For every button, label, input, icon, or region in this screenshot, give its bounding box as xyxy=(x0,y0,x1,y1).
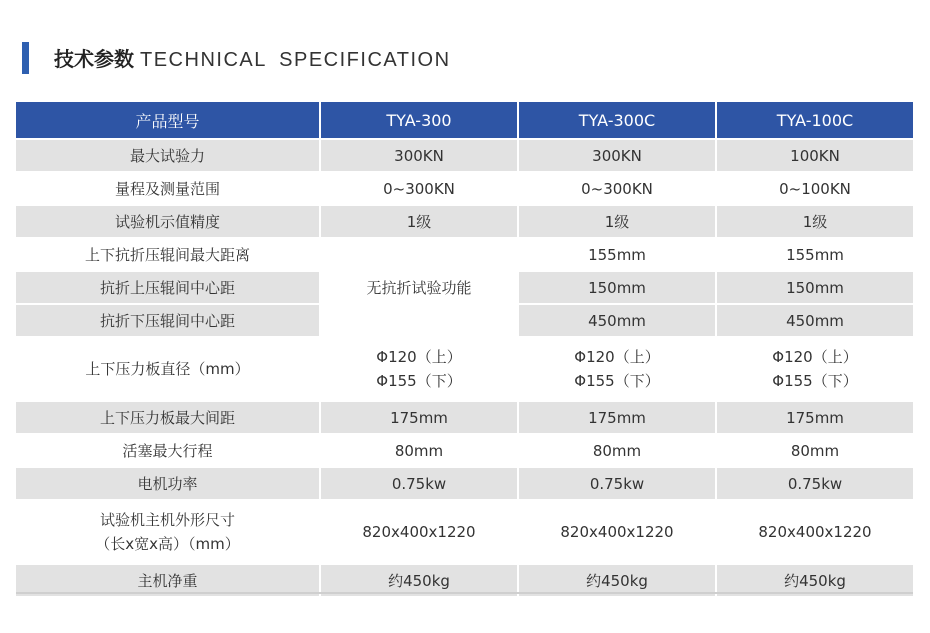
cell-value: 300KN xyxy=(518,139,716,172)
column-header-tya-300c: TYA-300C xyxy=(518,102,716,139)
cell-value: 80mm xyxy=(518,434,716,467)
row-label: 试验机示值精度 xyxy=(16,205,320,238)
cell-value: 450mm xyxy=(518,304,716,337)
column-header-tya-300: TYA-300 xyxy=(320,102,518,139)
spec-table-header-row xyxy=(16,102,913,139)
cell-value: 1级 xyxy=(716,205,913,238)
cell-value: 150mm xyxy=(716,271,913,304)
cell-value: 820x400x1220 xyxy=(320,500,518,564)
cell-line: Φ155（下） xyxy=(772,372,858,390)
table-bottom-rule xyxy=(16,592,913,594)
column-header-model: 产品型号 xyxy=(16,102,320,139)
row-label-line: （长x宽x高）（mm） xyxy=(95,535,240,553)
row-label: 最大试验力 xyxy=(16,139,320,172)
row-label: 上下压力板直径（mm） xyxy=(16,337,320,401)
cell-line: Φ155（下） xyxy=(376,372,462,390)
page-title xyxy=(54,43,451,75)
row-label xyxy=(16,500,320,564)
table-row xyxy=(16,401,913,434)
table-row xyxy=(16,467,913,500)
row-label: 上下压力板最大间距 xyxy=(16,401,320,434)
table-row xyxy=(16,500,913,564)
column-header-tya-100c: TYA-100C xyxy=(716,102,913,139)
row-label: 主机净重 xyxy=(16,564,320,596)
cell-value: 0~100KN xyxy=(716,172,913,205)
row-label: 上下抗折压辊间最大距离 xyxy=(16,238,320,271)
title-accent-bar xyxy=(22,42,29,74)
cell-value: 300KN xyxy=(320,139,518,172)
spec-table xyxy=(16,102,913,596)
table-row xyxy=(16,337,913,401)
page-title-en: TECHNICAL SPECIFICATION xyxy=(140,49,451,71)
row-label: 抗折下压辊间中心距 xyxy=(16,304,320,337)
cell-value: 0.75kw xyxy=(320,467,518,500)
merged-cell-no-bending: 无抗折试验功能 xyxy=(320,238,518,337)
table-row xyxy=(16,434,913,467)
table-row xyxy=(16,238,913,271)
cell-value xyxy=(320,337,518,401)
table-row xyxy=(16,139,913,172)
cell-line: Φ120（上） xyxy=(772,348,858,366)
cell-value: 1级 xyxy=(320,205,518,238)
cell-value: 约450kg xyxy=(716,564,913,596)
cell-value: 155mm xyxy=(518,238,716,271)
cell-value: 820x400x1220 xyxy=(716,500,913,564)
cell-value: 155mm xyxy=(716,238,913,271)
cell-value: 0~300KN xyxy=(320,172,518,205)
row-label-line: 试验机主机外形尺寸 xyxy=(99,511,235,529)
cell-line: Φ120（上） xyxy=(376,348,462,366)
cell-value: 约450kg xyxy=(518,564,716,596)
cell-value: 80mm xyxy=(716,434,913,467)
cell-value xyxy=(518,337,716,401)
cell-value: 450mm xyxy=(716,304,913,337)
row-label: 活塞最大行程 xyxy=(16,434,320,467)
cell-value: 0~300KN xyxy=(518,172,716,205)
cell-value: 175mm xyxy=(320,401,518,434)
cell-value: 150mm xyxy=(518,271,716,304)
table-row xyxy=(16,172,913,205)
cell-value: 175mm xyxy=(716,401,913,434)
cell-value: 0.75kw xyxy=(716,467,913,500)
cell-line: Φ155（下） xyxy=(574,372,660,390)
cell-value: 820x400x1220 xyxy=(518,500,716,564)
cell-value: 175mm xyxy=(518,401,716,434)
page-title-cn: 技术参数 xyxy=(54,47,134,71)
row-label: 量程及测量范围 xyxy=(16,172,320,205)
cell-value: 0.75kw xyxy=(518,467,716,500)
row-label: 抗折上压辊间中心距 xyxy=(16,271,320,304)
cell-value: 约450kg xyxy=(320,564,518,596)
cell-value: 100KN xyxy=(716,139,913,172)
cell-value xyxy=(716,337,913,401)
cell-value: 80mm xyxy=(320,434,518,467)
cell-line: Φ120（上） xyxy=(574,348,660,366)
table-row xyxy=(16,205,913,238)
cell-value: 1级 xyxy=(518,205,716,238)
row-label: 电机功率 xyxy=(16,467,320,500)
